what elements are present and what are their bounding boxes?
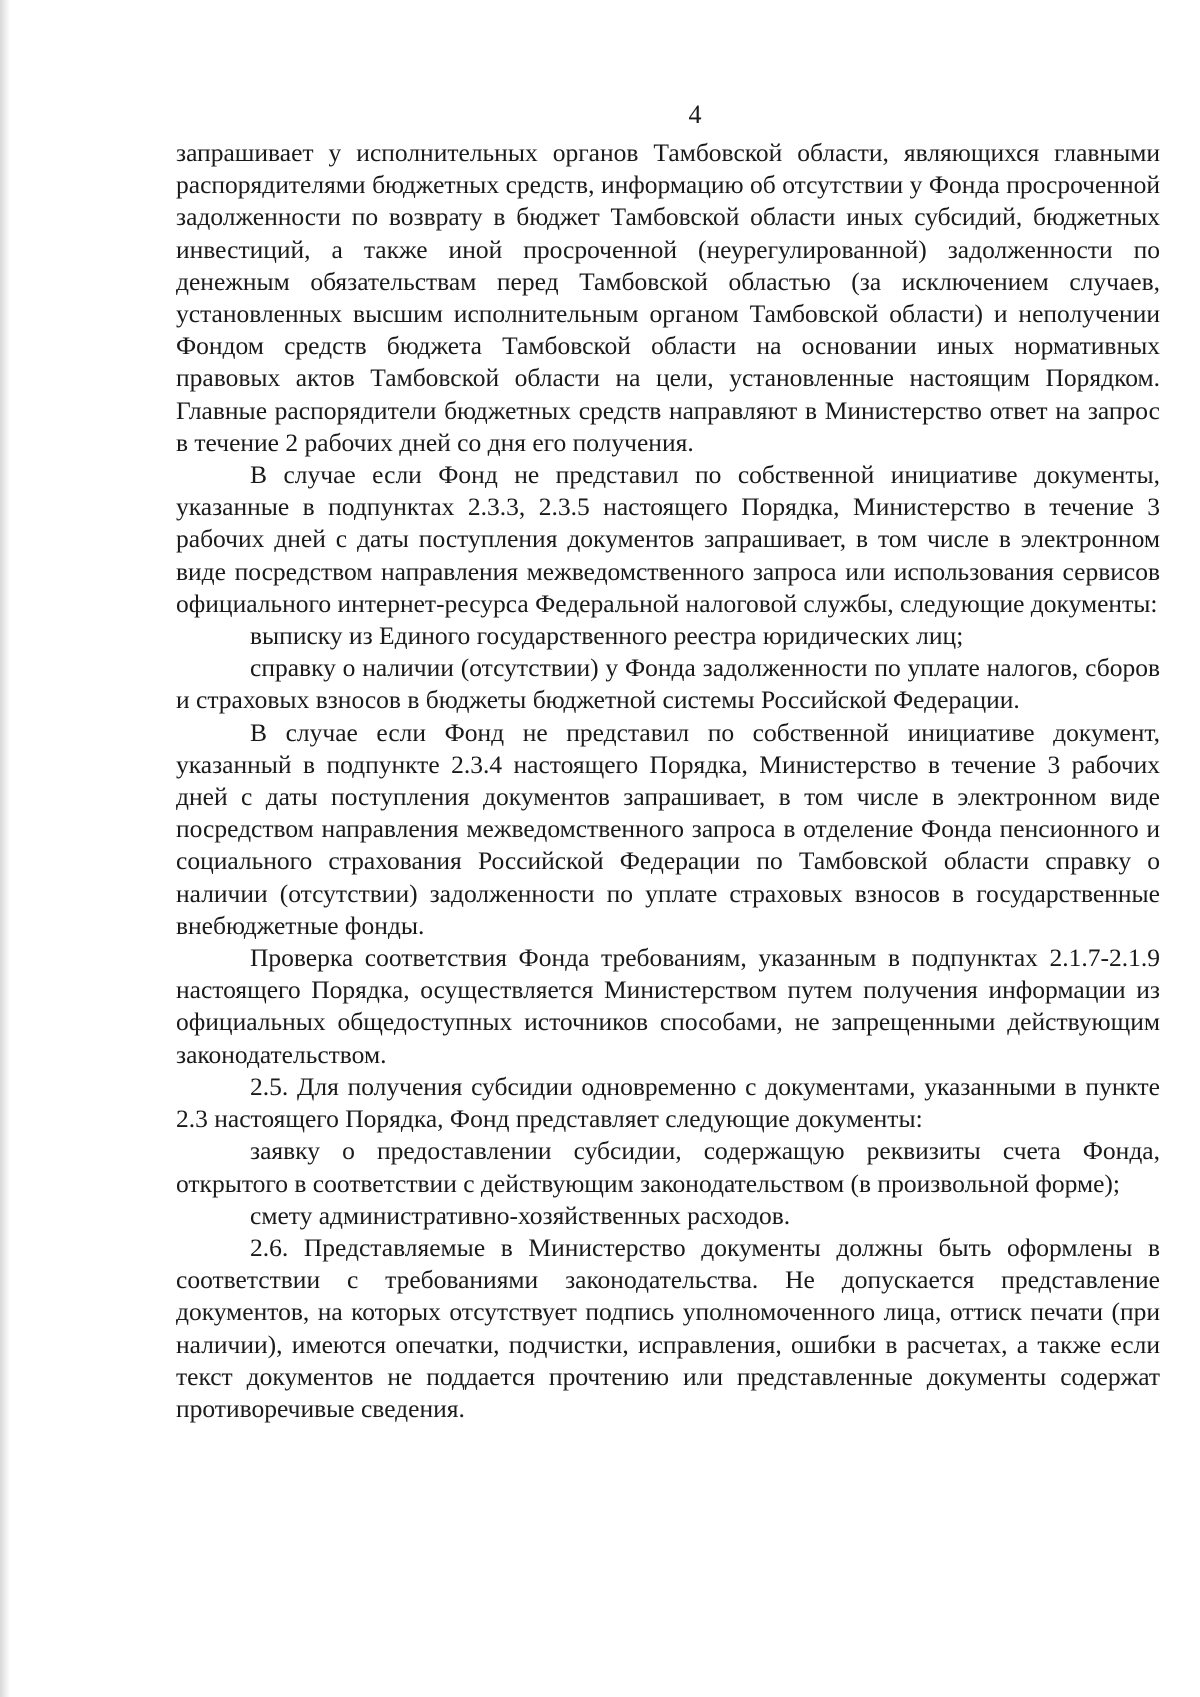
list-item-registry-extract: выписку из Единого государственного реестра юридических лиц; xyxy=(250,621,964,651)
paragraph-tax-documents-request: В случае если Фонд не представил по собственной инициативе документы, указанные в подпунктах 2.3.3, 2.3.5 настоящего Порядка, Министерство в течение 3 рабочих дней с даты поступления документов запрашивает, в том числе в электронном виде посредством направления межведомственного запроса или использования сервисов официального интернет-ресурса Федеральной налоговой службы, следующие документы: xyxy=(176,460,1160,618)
paragraph-request-debt-info: запрашивает у исполнительных органов Тамбовской области, являющихся главными распорядителями бюджетных средств, информацию об отсутствии у Фонда просроченной задолженности по возврату в бюджет Тамбовской области иных субсидий, бюджетных инвестиций, а также иной просроченной (неурегулированной) задолженности по денежным обязательствам перед Тамбовской областью (за исключением случаев, установленных высшим исполнительным органом Тамбовской области) и неполучении Фондом средств бюджета Тамбовской области на основании иных нормативных правовых актов Тамбовской области на цели, установленные настоящим Порядком. Главные распорядители бюджетных средств направляют в Министерство ответ на запрос в течение 2 рабочих дней со дня его получения. xyxy=(176,138,1160,457)
paragraph-2-5: 2.5. Для получения субсидии одновременно с документами, указанными в пункте 2.3 настоящего Порядка, Фонд представляет следующие документы: xyxy=(176,1071,1160,1134)
list-item-tax-debt-certificate: справку о наличии (отсутствии) у Фонда задолженности по уплате налогов, сборов и страховых взносов в бюджеты бюджетной системы Российской Федерации. xyxy=(176,653,1160,715)
document-body xyxy=(176,137,1160,1425)
paragraph-pension-fund-request: В случае если Фонд не представил по собственной инициативе документ, указанный в подпункте 2.3.4 настоящего Порядка, Министерство в течение 3 рабочих дней с даты поступления документов запрашивает, в том числе в электронном виде посредством направления межведомственного запроса в отделение Фонда пенсионного и социального страхования Российской Федерации по Тамбовской области справку о наличии (отсутствии) задолженности по уплате страховых взносов в государственные внебюджетные фонды. xyxy=(176,717,1160,940)
list-item-subsidy-application: заявку о предоставлении субсидии, содержащую реквизиты счета Фонда, открытого в соответствии с действующим законодательством (в произвольной форме); xyxy=(176,1136,1160,1198)
paragraph-requirements-check: Проверка соответствия Фонда требованиям, указанным в подпунктах 2.1.7-2.1.9 настоящего Порядка, осуществляется Министерством путем получения информации из официальных общедоступных источников способами, не запрещенными действующим законодательством. xyxy=(176,943,1160,1069)
paragraph-2-6: 2.6. Представляемые в Министерство документы должны быть оформлены в соответствии с требованиями законодательства. Не допускается представление документов, на которых отсутствует подпись уполномоченного лица, оттиск печати (при наличии), имеются опечатки, подчистки, исправления, ошибки в расчетах, а также если текст документов не поддается прочтению или представленные документы содержат противоречивые сведения. xyxy=(176,1232,1160,1423)
page-number: 4 xyxy=(688,100,702,129)
scan-edge-shadow xyxy=(0,0,10,1697)
list-item-expense-estimate: смету административно-хозяйственных расходов. xyxy=(250,1200,791,1230)
